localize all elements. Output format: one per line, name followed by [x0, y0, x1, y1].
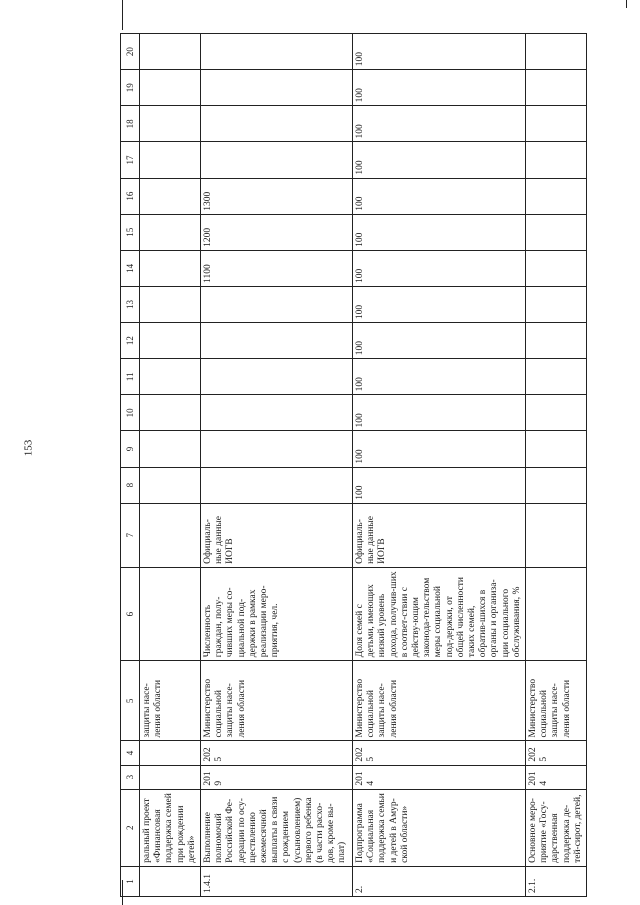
table-cell: 1100 — [201, 250, 353, 286]
table-cell — [201, 467, 353, 503]
table-cell — [526, 431, 587, 467]
page-number: 153 — [22, 439, 35, 457]
table-cell — [140, 503, 201, 567]
table-cell: 100 — [353, 178, 526, 214]
table-cell: 100 — [353, 34, 526, 70]
table-cell: Официаль-ные данные ИОГВ — [353, 503, 526, 567]
table-cell: 1200 — [201, 214, 353, 250]
table-cell — [201, 395, 353, 431]
table-cell — [201, 34, 353, 70]
table-cell: 100 — [353, 106, 526, 142]
column-header: 6 — [121, 567, 140, 660]
column-header: 8 — [121, 467, 140, 503]
table-cell — [140, 70, 201, 106]
table-cell: Выполнение полномочий Российской Фе-дерации по осу-ществлению ежемесячной выплаты в связи с рождением (усыновлением) первого ребенка (в части расхо-дов, кроме вы-плат) — [201, 789, 353, 866]
table-cell: 2014 — [353, 765, 526, 789]
rotated-table-sheet — [120, 33, 583, 897]
table-row — [201, 34, 353, 897]
table-cell: 2. — [353, 866, 526, 896]
table-cell — [140, 395, 201, 431]
table-cell: Министерство социальной защиты насе-ления области — [201, 661, 353, 741]
column-header: 5 — [121, 661, 140, 741]
table-cell — [526, 250, 587, 286]
column-header: 9 — [121, 431, 140, 467]
table-cell: Министерство социальной защиты насе-ления области — [353, 661, 526, 741]
table-cell — [140, 431, 201, 467]
table-cell — [526, 178, 587, 214]
table-cell: Министерство социальной защиты насе-ления области — [526, 661, 587, 741]
table-cell: 2025 — [201, 741, 353, 765]
table-cell — [201, 142, 353, 178]
table-cell: 2025 — [353, 741, 526, 765]
table-cell: Подпрограмма «Социальная поддержка семьи и детей в Амур-ской области» — [353, 789, 526, 866]
table-cell — [201, 431, 353, 467]
table-cell: 100 — [353, 70, 526, 106]
table-row — [526, 34, 587, 897]
table-cell: 100 — [353, 467, 526, 503]
table-cell — [526, 323, 587, 359]
table-cell — [526, 106, 587, 142]
table-cell — [201, 286, 353, 322]
column-header: 3 — [121, 765, 140, 789]
table-cell — [140, 359, 201, 395]
table-cell — [201, 323, 353, 359]
table-cell: 2025 — [526, 741, 587, 765]
table-cell: 100 — [353, 214, 526, 250]
scan-edge-line — [122, 0, 123, 30]
table-cell: Численность граждан, полу-чивших меры со-циальной под-держки в рамках реализации меро-приятия, чел. — [201, 567, 353, 660]
table-cell: 100 — [353, 142, 526, 178]
column-header: 2 — [121, 789, 140, 866]
table-cell: 100 — [353, 359, 526, 395]
column-number-row — [121, 34, 140, 897]
table-cell: 2.1. — [526, 866, 587, 896]
table-row — [353, 34, 526, 897]
table-row — [140, 34, 201, 897]
scan-edge-line — [626, 0, 627, 8]
table-cell — [526, 142, 587, 178]
column-header: 14 — [121, 250, 140, 286]
table-cell: ральный проект «Финансовая поддержка семей при рождении детей» — [140, 789, 201, 866]
column-header: 19 — [121, 70, 140, 106]
table-cell — [140, 178, 201, 214]
table-cell — [526, 395, 587, 431]
column-header: 17 — [121, 142, 140, 178]
table-cell — [526, 503, 587, 567]
program-indicators-table — [120, 33, 587, 897]
table-cell — [140, 250, 201, 286]
column-header: 12 — [121, 323, 140, 359]
column-header: 10 — [121, 395, 140, 431]
column-header: 18 — [121, 106, 140, 142]
table-cell — [140, 323, 201, 359]
table-cell: 1300 — [201, 178, 353, 214]
table-cell: 100 — [353, 431, 526, 467]
table-cell — [140, 106, 201, 142]
column-header: 15 — [121, 214, 140, 250]
table-cell — [526, 214, 587, 250]
table-cell — [201, 70, 353, 106]
column-header: 13 — [121, 286, 140, 322]
table-cell: 100 — [353, 395, 526, 431]
column-header: 7 — [121, 503, 140, 567]
table-cell: Доля семей с детьми, имеющих низкий уровень дохода, получив-ших в соответ-ствии с действу-ющим законода-тельством меры социальной под-держки, от общей численности таких семей, обратив-шихся в органы и организа-ции социального обслуживания, % — [353, 567, 526, 660]
table-cell: 100 — [353, 323, 526, 359]
column-header: 11 — [121, 359, 140, 395]
column-header: 4 — [121, 741, 140, 765]
table-cell — [526, 567, 587, 660]
table-cell: 2014 — [526, 765, 587, 789]
column-header: 16 — [121, 178, 140, 214]
table-cell — [140, 467, 201, 503]
table-cell — [140, 34, 201, 70]
table-cell — [140, 286, 201, 322]
table-cell — [140, 142, 201, 178]
table-cell: Официаль-ные данные ИОГВ — [201, 503, 353, 567]
table-cell — [526, 359, 587, 395]
column-header: 1 — [121, 866, 140, 896]
table-cell — [201, 106, 353, 142]
table-cell: 100 — [353, 286, 526, 322]
table-cell — [526, 34, 587, 70]
table-cell: 2019 — [201, 765, 353, 789]
table-cell: Основное меро-приятие «Госу-дарственная поддержка де-тей-сирот, детей, — [526, 789, 587, 866]
table-cell — [140, 214, 201, 250]
table-cell: защиты насе-ления области — [140, 661, 201, 741]
table-cell — [140, 567, 201, 660]
column-header: 20 — [121, 34, 140, 70]
table-cell — [526, 286, 587, 322]
table-cell — [526, 70, 587, 106]
table-cell: 1.4.1 — [201, 866, 353, 896]
table-cell — [140, 765, 201, 789]
table-cell: 100 — [353, 250, 526, 286]
table-cell — [140, 866, 201, 896]
table-cell — [201, 359, 353, 395]
table-cell — [526, 467, 587, 503]
table-cell — [140, 741, 201, 765]
